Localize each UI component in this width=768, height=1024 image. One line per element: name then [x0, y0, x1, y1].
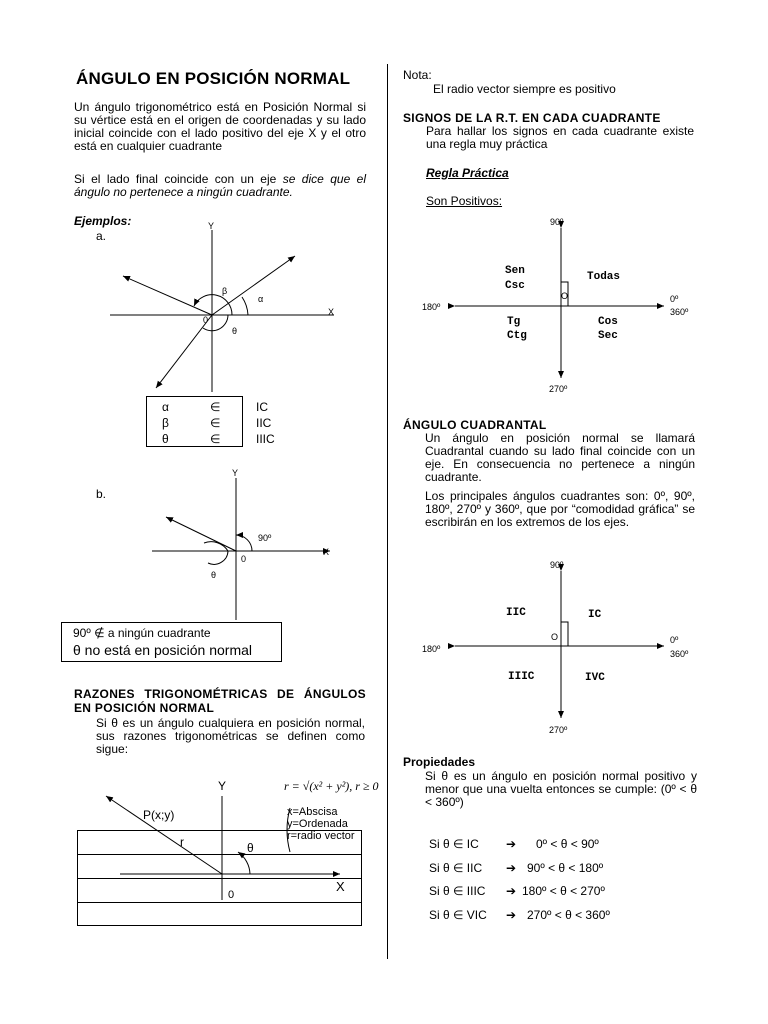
signs-title: SIGNOS DE LA R.T. EN CADA CUADRANTE	[403, 111, 661, 125]
quads-90: 90º	[550, 560, 564, 570]
quads-iiic: IIIC	[508, 671, 535, 683]
label-y-b: Y	[232, 468, 239, 478]
table-a-quad-0: IC	[256, 400, 268, 414]
page-title: ÁNGULO EN POSICIÓN NORMAL	[76, 69, 351, 88]
signs-tg: Tg	[507, 316, 521, 328]
prop-arrow-1: ➔	[506, 860, 517, 875]
prop-cond-3: Si θ ∈ VIC	[429, 907, 487, 922]
label-beta: β	[222, 286, 228, 296]
example-a-label: a.	[96, 229, 107, 243]
props-arrows	[506, 833, 516, 927]
nota-label: Nota:	[403, 68, 432, 82]
legend-r: r=radio vector	[287, 830, 355, 842]
label-origin-b: 0	[241, 554, 247, 564]
prop-cond-1: Si θ ∈ IIC	[429, 860, 483, 875]
quads-ic: IC	[588, 609, 602, 621]
section2-title: RAZONES TRIGONOMÉTRICAS DE ÁNGULOS EN POSICIÓN NORMAL	[74, 687, 366, 715]
examples-label: Ejemplos:	[74, 214, 132, 228]
quads-origin: O	[551, 632, 559, 642]
table-a-rel-2: ∈	[210, 432, 221, 446]
legend-y: y=Ordenada	[287, 818, 348, 830]
table-a-sym-0: α	[162, 400, 169, 414]
son-positivos: Son Positivos:	[426, 194, 503, 208]
table-a-rel-1: ∈	[210, 416, 221, 430]
label-theta-a: θ	[232, 326, 238, 336]
quads-360: 360º	[670, 649, 689, 659]
prop-res-3: 270º < θ < 360º	[527, 907, 610, 922]
label-x-c: X	[336, 879, 345, 894]
box-b-line1: 90º ∉ a ningún cuadrante	[73, 626, 211, 640]
signs-360: 360º	[670, 307, 689, 317]
label-point-p: P(x;y)	[143, 808, 175, 822]
table-a-sym-1: β	[162, 416, 169, 430]
label-x-a: X	[328, 307, 335, 317]
signs-0: 0º	[670, 294, 679, 304]
table-a-quad-1: IIC	[256, 416, 272, 430]
signs-sec: Sec	[598, 330, 618, 342]
note-plain: Si el lado final coincide con un eje	[74, 172, 283, 186]
section2-text: Si θ es un ángulo cualquiera en posición normal, sus razones trigonométricas se definen como sigue:	[96, 716, 365, 756]
signs-text: Para hallar los signos en cada cuadrante existe una regla muy práctica	[426, 124, 694, 151]
regla-practica: Regla Práctica	[426, 166, 509, 180]
box-b-line2: θ no está en posición normal	[73, 642, 252, 658]
label-origin-c: 0	[228, 889, 235, 901]
props-title: Propiedades	[403, 755, 476, 769]
label-r: r	[180, 835, 184, 849]
signs-90: 90º	[550, 217, 564, 227]
prop-cond-0: Si θ ∈ IC	[429, 837, 479, 851]
prop-cond-2: Si θ ∈ IIIC	[429, 884, 486, 898]
props-conditions	[429, 833, 487, 927]
quadrantal-p2: Los principales ángulos cuadrantes son: 0º, 90º, 180º, 270º y 360º, que por “comodidad gráfica” se escribirán en los extremos de los ejes.	[425, 489, 695, 529]
nota-text: El radio vector siempre es positivo	[433, 82, 616, 96]
quads-180: 180º	[422, 644, 441, 654]
legend-x: x=Abscisa	[287, 806, 338, 818]
signs-csc: Csc	[505, 280, 525, 292]
label-alpha: α	[258, 294, 264, 304]
quadrantal-p1: Un ángulo en posición normal se llamará Cuadrantal cuando su lado final coincide con un eje. En consecuencia no pertenece a ningún cuadrante.	[425, 431, 695, 484]
prop-res-1: 90º < θ < 180º	[527, 860, 604, 875]
label-theta-c: θ	[247, 841, 254, 855]
example-b-label: b.	[96, 487, 107, 501]
prop-arrow-2: ➔	[506, 884, 517, 898]
formula-r: r = √(x² + y²), r ≥ 0	[284, 779, 379, 793]
prop-res-2: 180º < θ < 270º	[522, 884, 605, 898]
signs-ctg: Ctg	[507, 330, 527, 342]
signs-180: 180º	[422, 302, 441, 312]
props-results	[522, 833, 610, 927]
table-a-quad-2: IIIC	[256, 432, 275, 446]
signs-origin: O	[561, 291, 569, 301]
quads-iic: IIC	[506, 607, 526, 619]
quads-0: 0º	[670, 635, 679, 645]
right-angle-quads	[561, 622, 568, 646]
quads-ivc: IVC	[585, 672, 605, 684]
signs-sen: Sen	[505, 265, 525, 277]
note-italic: se dice que el ángulo no pertenece a ningún cuadrante.	[74, 172, 366, 199]
label-x-b: X	[323, 547, 330, 557]
prop-arrow-0: ➔	[506, 837, 517, 851]
props-text: Si θ es un ángulo en posición normal positivo y menor que una vuelta entonces se cumple: (0º < θ < 360º)	[425, 769, 697, 809]
signs-270: 270º	[549, 384, 568, 394]
signs-todas: Todas	[587, 271, 621, 283]
label-y-a: Y	[208, 221, 215, 231]
label-theta-b: θ	[211, 570, 217, 580]
table-a-rel-0: ∈	[210, 400, 221, 414]
table-a-sym-2: θ	[162, 432, 169, 446]
label-90-b: 90º	[258, 533, 272, 543]
prop-arrow-3: ➔	[506, 907, 517, 922]
label-y-c: Y	[218, 779, 227, 793]
signs-cos: Cos	[598, 316, 618, 328]
prop-res-0: 0º < θ < 90º	[536, 837, 599, 851]
quads-270: 270º	[549, 725, 568, 735]
label-origin-a: 0	[203, 315, 209, 325]
quadrantal-title: ÁNGULO CUADRANTAL	[403, 418, 547, 432]
intro-paragraph: Un ángulo trigonométrico está en Posición Normal si su vértice está en el origen de coordenadas y su lado inicial coincide con el lado positivo del eje X y el otro está en cualquier cuadrante	[74, 100, 366, 153]
